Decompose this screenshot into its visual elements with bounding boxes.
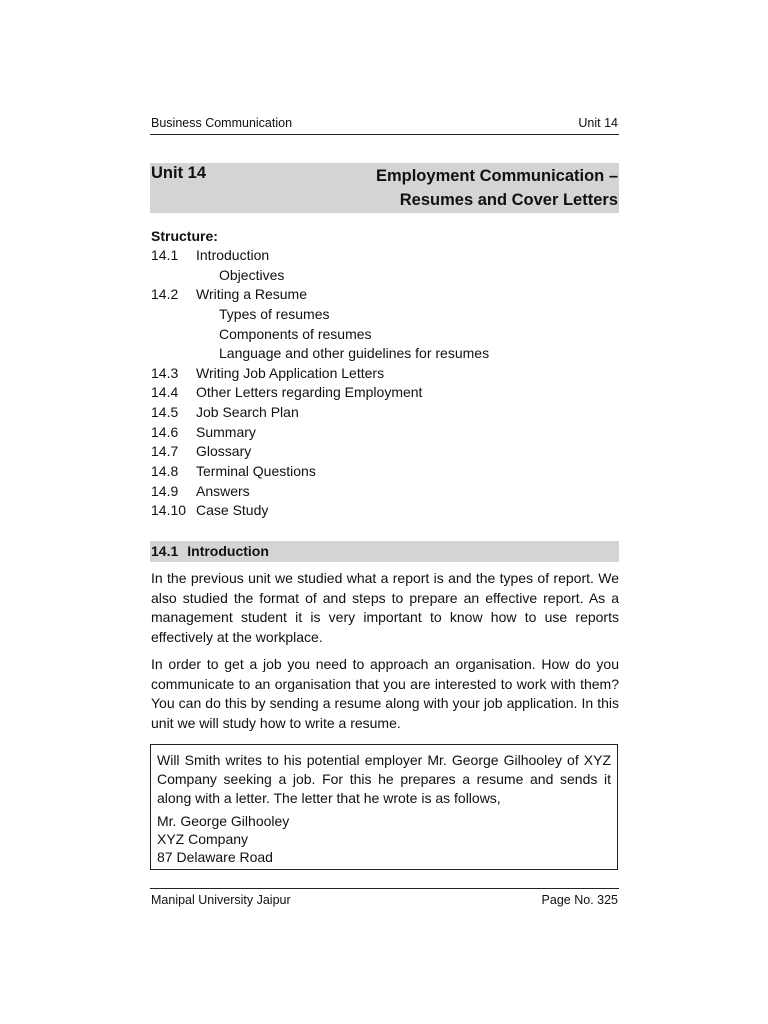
structure-item: [151, 423, 619, 443]
structure-item: [151, 364, 619, 384]
structure-item-number: 14.3: [151, 364, 179, 381]
structure-item: [151, 442, 619, 462]
header-course-title: Business Communication: [151, 116, 293, 130]
structure-item-title: Other Letters regarding Employment: [196, 384, 423, 401]
structure-item-title: Introduction: [196, 247, 270, 263]
section-number: 14.1: [151, 543, 179, 559]
section-title: Introduction: [187, 543, 269, 559]
unit-title-band: [150, 163, 619, 213]
structure-item-number: 14.8: [151, 463, 179, 480]
address-line: Mr. George Gilhooley: [157, 813, 290, 829]
running-header: [150, 115, 619, 135]
structure-item-number: 14.2: [151, 286, 179, 303]
body-paragraph-1: In the previous unit we studied what a report is and the types of report. We also studied the format of and steps to prepare an effective report. As a management student it is very important to know how to use reports effectively at the workplace.: [151, 570, 619, 645]
structure-item-title: Language and other guidelines for resumes: [219, 345, 490, 362]
footer-page-number: Page No. 325: [541, 893, 618, 907]
structure-item: [151, 344, 619, 364]
structure-item-number: 14.9: [151, 482, 179, 499]
footer-institution: Manipal University Jaipur: [151, 893, 291, 907]
structure-item-title: Job Search Plan: [196, 404, 299, 421]
structure-item-number: 14.4: [151, 384, 179, 401]
section-heading: [150, 541, 619, 562]
unit-number: Unit 14: [151, 164, 207, 182]
structure-item: [151, 305, 619, 325]
structure-list: [151, 246, 619, 521]
structure-item-title: Terminal Questions: [196, 463, 316, 480]
structure-item-title: Summary: [196, 423, 256, 440]
structure-item-title: Components of resumes: [219, 325, 372, 342]
structure-item: [151, 462, 619, 482]
structure-item: [151, 383, 619, 403]
structure-item: [151, 325, 619, 345]
unit-title: [376, 164, 618, 212]
address-block: [157, 812, 289, 866]
structure-item-title: Case Study: [196, 502, 269, 519]
structure-outline: [151, 226, 619, 521]
structure-item-title: Writing a Resume: [196, 286, 308, 303]
structure-item-number: 14.1: [151, 247, 179, 263]
structure-item-number: 14.6: [151, 423, 179, 440]
address-line: 87 Delaware Road: [157, 849, 273, 865]
running-footer: [150, 888, 619, 909]
structure-item: [151, 501, 619, 521]
address-line: XYZ Company: [157, 831, 249, 847]
structure-item: [151, 266, 619, 286]
structure-item-title: Glossary: [196, 443, 252, 460]
structure-item-title: Writing Job Application Letters: [196, 364, 385, 381]
example-box: [150, 744, 618, 870]
structure-item: [151, 285, 619, 305]
document-page: [150, 0, 619, 1024]
structure-item: [151, 482, 619, 502]
structure-item-number: 14.5: [151, 404, 179, 421]
structure-item-number: 14.10: [151, 502, 187, 519]
structure-item-title: Answers: [196, 482, 250, 499]
structure-item: [151, 403, 619, 423]
unit-title-line-1: Employment Communication –: [375, 167, 618, 185]
structure-item: [151, 246, 619, 266]
structure-item-title: Objectives: [219, 266, 285, 283]
body-paragraph-2: In order to get a job you need to approach an organisation. How do you communicate to an organisation that you are interested to work with them? You can do this by sending a resume along with your job application. In this unit we will study how to write a resume.: [151, 656, 619, 731]
example-box-paragraph: Will Smith writes to his potential employer Mr. George Gilhooley of XYZ Company seeking a job. For this he prepares a resume and sends it along with a letter. The letter that he wrote is as follows,: [157, 752, 611, 807]
structure-item-title: Types of resumes: [219, 305, 330, 322]
structure-item-number: 14.7: [151, 443, 179, 460]
unit-title-line-2: Resumes and Cover Letters: [399, 191, 618, 209]
header-unit-label: Unit 14: [578, 116, 618, 130]
structure-heading: Structure:: [151, 228, 218, 244]
